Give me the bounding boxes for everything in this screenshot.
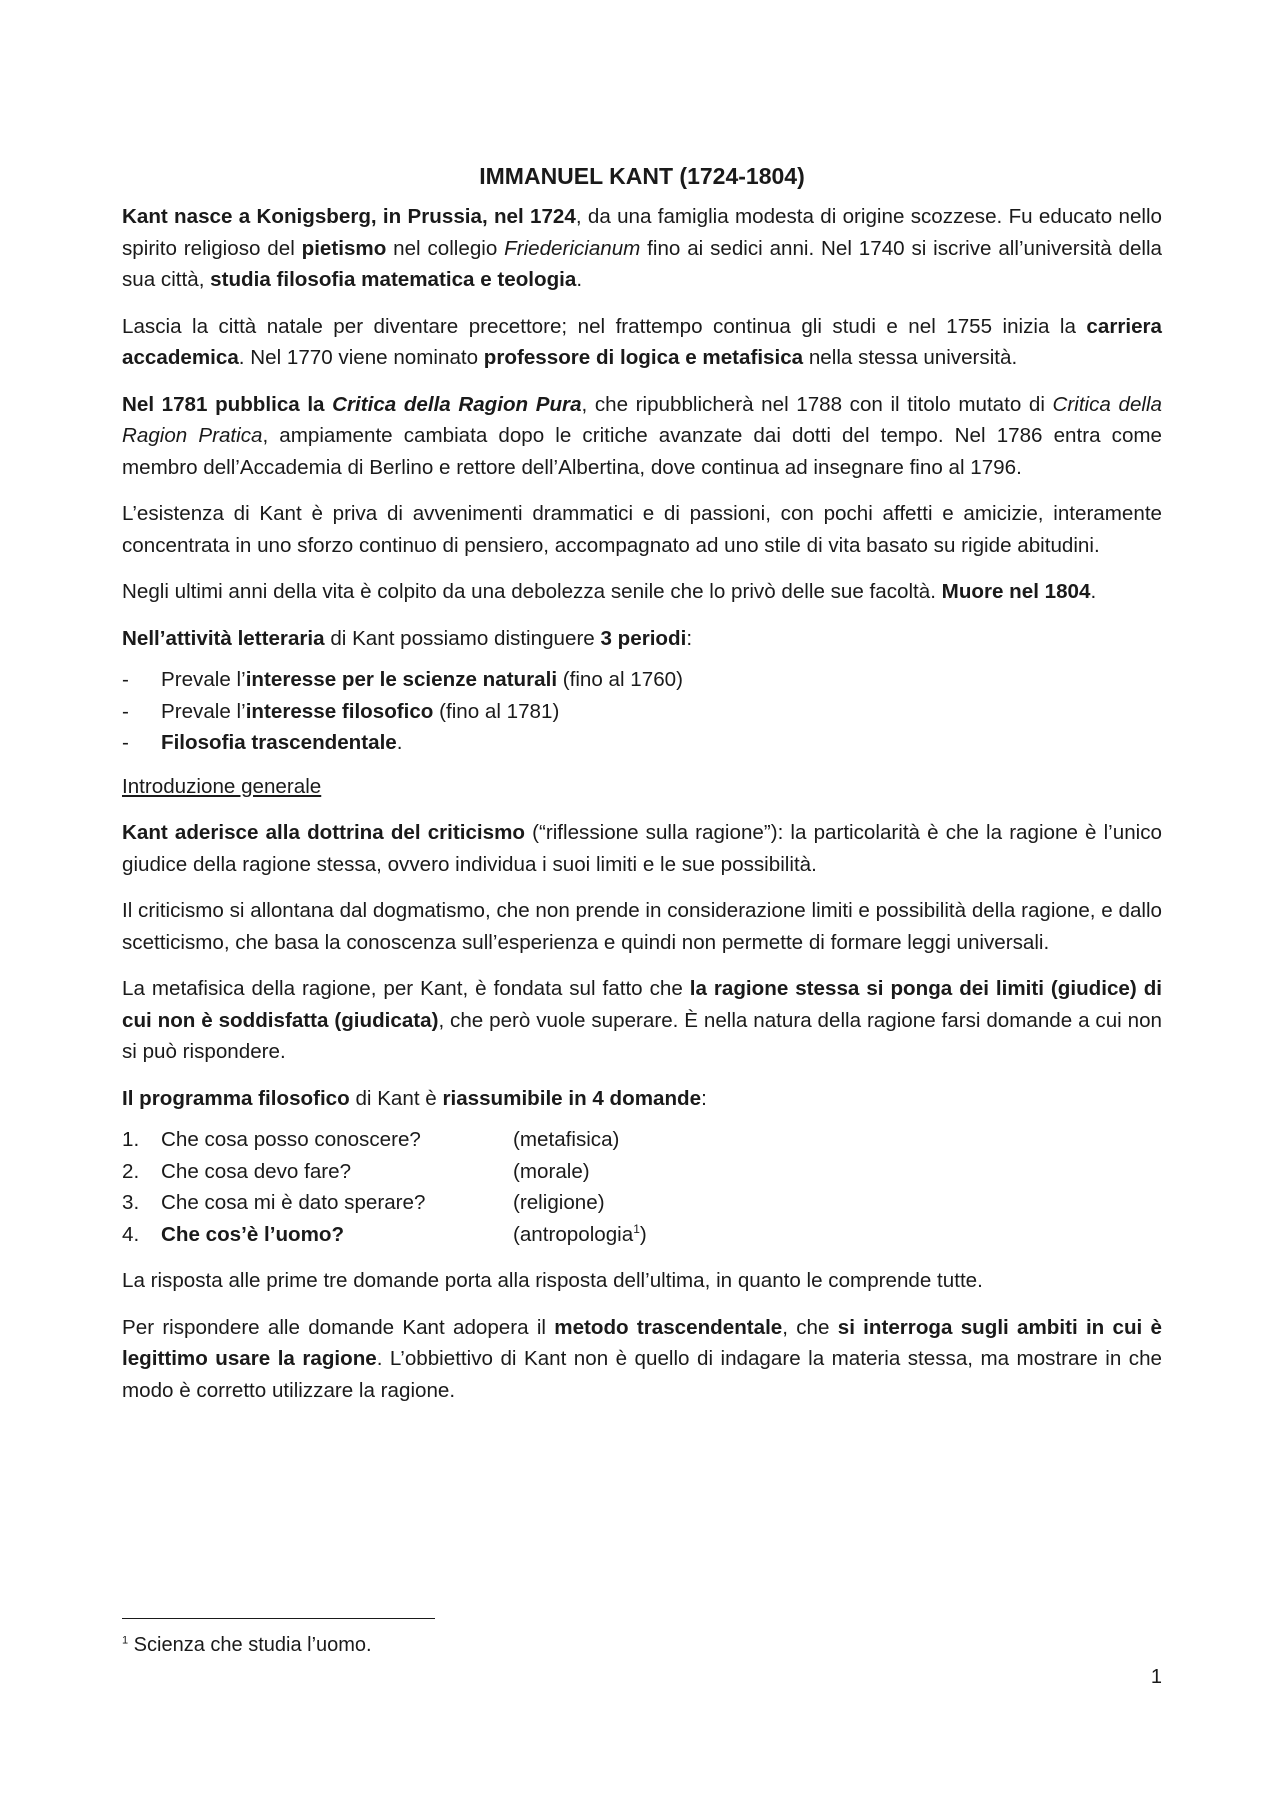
dash-bullet: - xyxy=(122,731,129,754)
list-item xyxy=(122,696,1162,728)
question-number: 1. xyxy=(122,1128,140,1151)
text: di Kant è xyxy=(349,1086,443,1110)
bold-text: professore di logica e metafisica xyxy=(483,346,804,369)
paragraph-program xyxy=(122,1083,1162,1115)
paragraph-existence xyxy=(122,498,1162,561)
page-title: IMMANUEL KANT (1724-1804) xyxy=(479,163,805,189)
paragraph-career xyxy=(122,311,1162,374)
italic-text: Friedericianum xyxy=(504,236,641,260)
question-category: (morale) xyxy=(513,1159,590,1183)
text: , ampiamente cambiata dopo le critiche avanzate dai dotti del tempo. Nel 1786 entra come membro dell’Accademia di Berlino e rettore dell’Albertina, dove continua ad insegnare fino al 1796. xyxy=(122,424,1162,479)
question-category: (metafisica) xyxy=(513,1128,620,1151)
bold-text: 3 periodi xyxy=(600,626,687,650)
text: . L’obbiettivo di Kant non è quello di indagare la materia stessa, ma mostrare in che modo è corretto utilizzare la ragione. xyxy=(122,1347,1162,1402)
bold-text: si interroga sugli ambiti in cui è legittimo usare la ragione xyxy=(122,1315,1162,1370)
text: , che però vuole superare. È nella natura della ragione farsi domande a cui non si può rispondere. xyxy=(122,1008,1162,1063)
bold-text: riassumibile in 4 domande xyxy=(442,1086,702,1110)
text: La risposta alle prime tre domande porta alla risposta dell’ultima, in quanto le comprende tutte. xyxy=(122,1269,983,1292)
footnote xyxy=(122,1630,372,1660)
text: , che xyxy=(782,1315,838,1339)
paragraph-criticism xyxy=(122,817,1162,880)
list-item xyxy=(122,664,1162,696)
paragraph-dogmatism xyxy=(122,895,1162,958)
text: . Nel 1770 viene nominato xyxy=(238,346,484,369)
bold-text: Nel 1781 pubblica la xyxy=(122,392,333,416)
questions-list xyxy=(122,1124,1162,1250)
dash-bullet: - xyxy=(122,699,129,723)
text: La metafisica della ragione, per Kant, è fondata sul fatto che xyxy=(122,977,690,1000)
dash-bullet: - xyxy=(122,668,129,691)
question-item xyxy=(122,1124,1162,1156)
text: Negli ultimi anni della vita è colpito da una debolezza senile che lo privò delle sue facoltà. xyxy=(122,580,942,603)
text: , che ripubblicherà nel 1788 con il titolo mutato di xyxy=(581,392,1053,416)
page-number: 1 xyxy=(1150,1666,1162,1688)
list-item xyxy=(122,727,1162,759)
bold-text: pietismo xyxy=(301,236,387,260)
question-category: (religione) xyxy=(513,1191,605,1214)
footnote-reference[interactable]: 1 xyxy=(633,1221,640,1236)
bold-text: Filosofia trascendentale xyxy=(161,731,397,754)
question-item xyxy=(122,1187,1162,1219)
footnote-separator xyxy=(122,1618,435,1619)
paragraph-last-years xyxy=(122,576,1162,608)
text: . xyxy=(1090,580,1097,603)
text: Prevale l’ xyxy=(161,699,246,723)
footnote-mark: 1 xyxy=(122,1634,129,1647)
question-number: 4. xyxy=(122,1222,140,1246)
italic-text: Critica della Ragion Pratica xyxy=(122,392,1162,447)
question-text: Che cosa mi è dato sperare? xyxy=(161,1191,426,1214)
bold-text: Il programma filosofico xyxy=(122,1086,350,1110)
bold-text: Kant aderisce alla dottrina del criticismo xyxy=(122,821,525,844)
text: di Kant possiamo distinguere xyxy=(324,626,601,650)
text: (antropologia xyxy=(513,1222,634,1246)
question-number: 2. xyxy=(122,1159,140,1183)
text: nella stessa università. xyxy=(803,346,1018,369)
paragraph-literary-periods xyxy=(122,623,1162,655)
text: . xyxy=(576,268,583,291)
bold-text: carriera accademica xyxy=(122,314,1162,369)
text: (fino al 1781) xyxy=(433,699,560,723)
text: fino ai sedici anni. Nel 1740 si iscrive all’università della sua città, xyxy=(122,236,1162,291)
question-text: Che cosa devo fare? xyxy=(161,1159,352,1183)
text: : xyxy=(701,1086,707,1110)
bold-italic-text: Critica della Ragion Pura xyxy=(332,392,582,416)
question-text: Che cosa posso conoscere? xyxy=(161,1128,421,1151)
section-heading: Introduzione generale xyxy=(122,774,322,798)
paragraph-method xyxy=(122,1312,1162,1407)
bold-text: la ragione stessa si ponga dei limiti (giudice) di cui non è soddisfatta (giudicata) xyxy=(122,977,1162,1032)
text: : xyxy=(686,626,693,650)
text: Prevale l’ xyxy=(161,668,246,691)
paragraph-publications xyxy=(122,389,1162,484)
text: . xyxy=(396,731,403,754)
bold-text: Muore nel 1804 xyxy=(941,580,1091,603)
text: (fino al 1760) xyxy=(557,668,683,691)
page-content xyxy=(122,160,1162,1421)
question-number: 3. xyxy=(122,1191,140,1214)
question-item xyxy=(122,1156,1162,1188)
paragraph-metaphysics xyxy=(122,973,1162,1068)
bold-text: Kant nasce a Konigsberg, in Prussia, nel 1724 xyxy=(122,205,576,228)
text: Il criticismo si allontana dal dogmatismo, che non prende in considerazione limiti e possibilità della ragione, e dallo scetticismo, che basa la conoscenza sull’esperienza e quindi non permette di formare leggi universali. xyxy=(122,899,1162,954)
bold-text: Nell’attività letteraria xyxy=(122,626,325,650)
question-text: Che cos’è l’uomo? xyxy=(161,1222,345,1246)
text: L’esistenza di Kant è priva di avvenimenti drammatici e di passioni, con pochi affetti e amicizie, interamente concentrata in uno sforzo continuo di pensiero, accompagnato ad uno stile di vita basato su rigide abitudini. xyxy=(122,502,1162,557)
bold-text: metodo trascendentale xyxy=(554,1315,783,1339)
text: Per rispondere alle domande Kant adopera il xyxy=(122,1315,555,1339)
paragraph-answer xyxy=(122,1265,1162,1297)
question-item xyxy=(122,1219,1162,1251)
paragraph-biography-intro xyxy=(122,201,1162,296)
text: , da una famiglia modesta di origine scozzese. Fu educato nello spirito religioso del xyxy=(122,205,1163,260)
question-category xyxy=(513,1219,647,1251)
periods-list xyxy=(122,664,1162,759)
text: ) xyxy=(639,1222,647,1246)
footnote-text: Scienza che studia l’uomo. xyxy=(128,1634,372,1656)
text: Lascia la città natale per diventare precettore; nel frattempo continua gli studi e nel 1755 inizia la xyxy=(122,314,1087,338)
bold-text: interesse per le scienze naturali xyxy=(245,668,558,691)
bold-text: interesse filosofico xyxy=(245,699,434,723)
bold-text: studia filosofia matematica e teologia xyxy=(210,268,577,291)
text: nel collegio xyxy=(386,236,505,260)
text: (“riflessione sulla ragione”): la particolarità è che la ragione è l’unico giudice della ragione stessa, ovvero individua i suoi limiti e le sue possibilità. xyxy=(122,821,1162,876)
